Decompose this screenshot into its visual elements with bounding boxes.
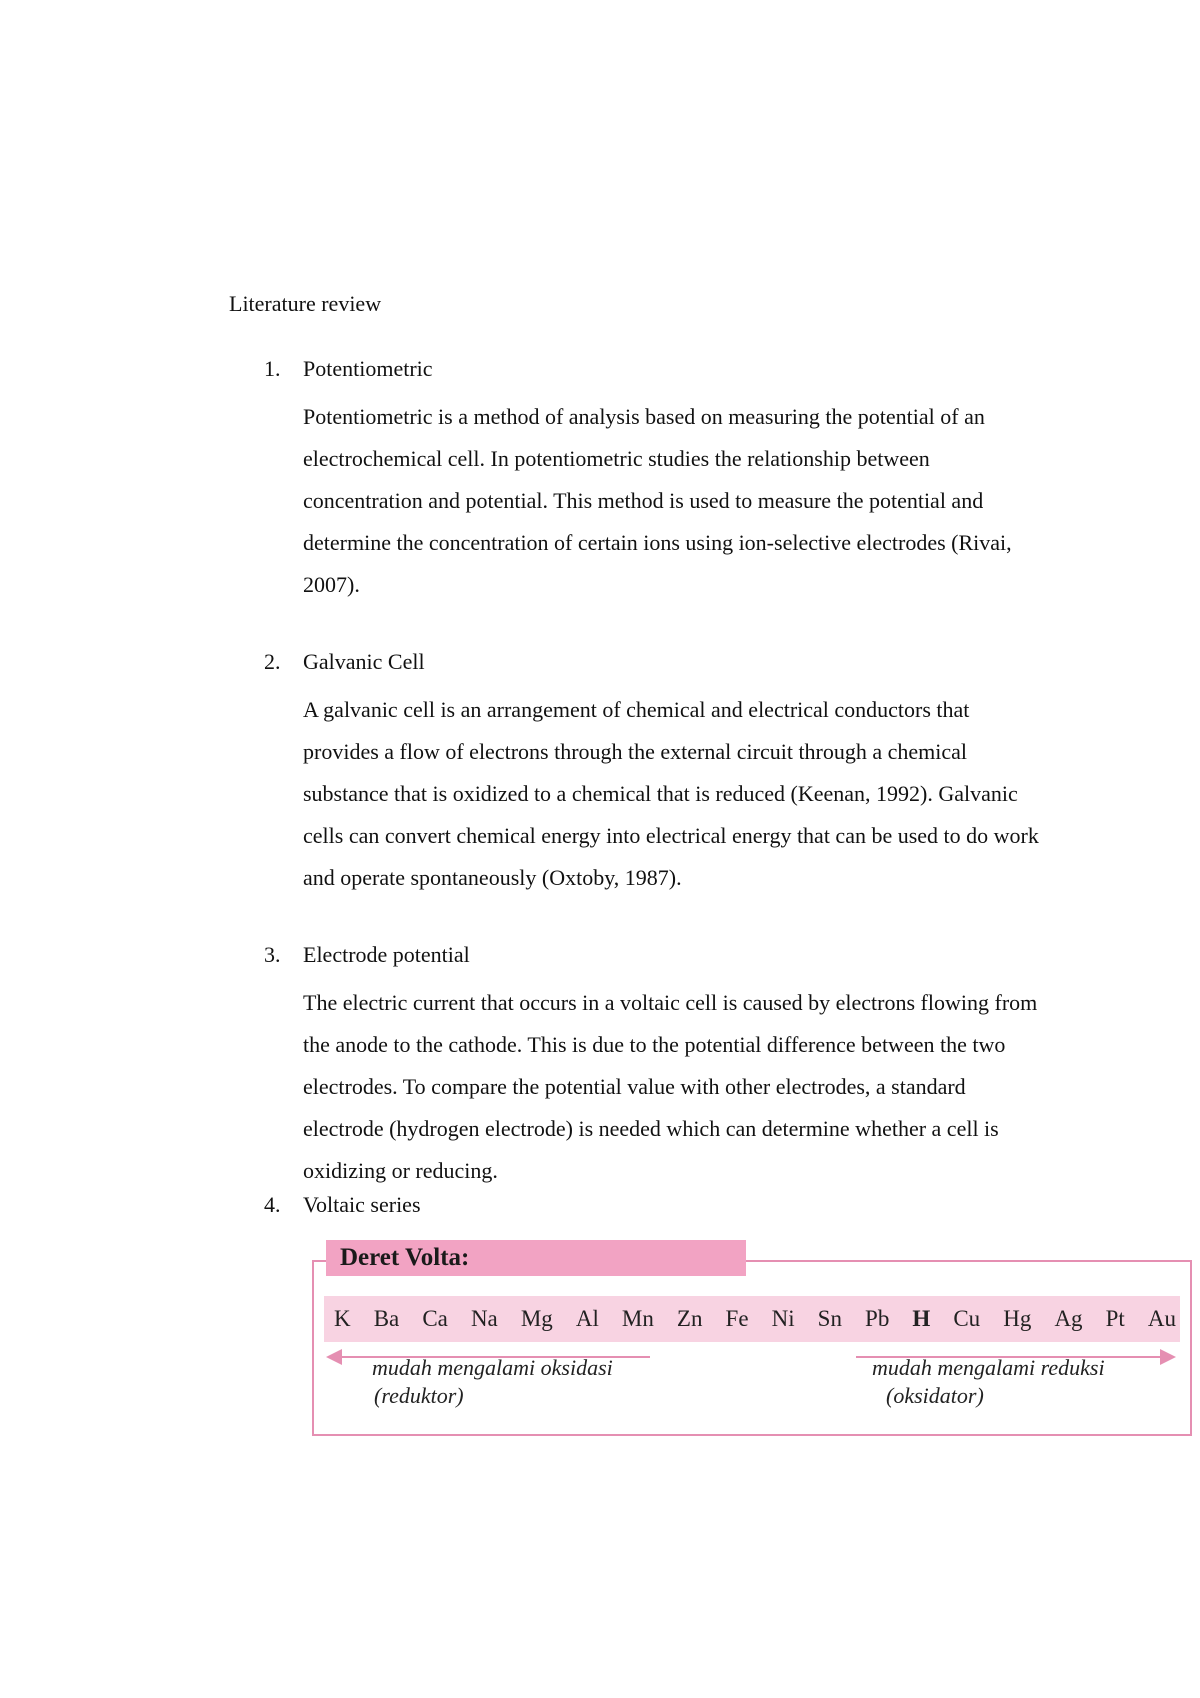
section-electrode-potential — [264, 940, 1044, 1192]
section-paragraph: A galvanic cell is an arrangement of chemical and electrical conductors that provides a flow of electrons through the external circuit through a chemical substance that is oxidized to a chemical that is reduced (Keenan, 1992). Galvanic cells can convert chemical energy into electrical energy that can be used to do work and operate spontaneously (Oxtoby, 1987). — [303, 697, 1039, 890]
section-number: 2. — [264, 649, 281, 674]
reduction-caption-line2: (oksidator) — [886, 1383, 984, 1408]
oxidation-caption — [372, 1354, 613, 1410]
element-symbol-al: Al — [575, 1306, 599, 1331]
section-title — [264, 647, 1044, 677]
section-title — [264, 1190, 1044, 1220]
element-symbol-mn: Mn — [621, 1306, 654, 1331]
oxidation-caption-line1: mudah mengalami oksidasi — [372, 1355, 613, 1380]
section-galvanic-cell — [264, 647, 1044, 899]
section-number: 1. — [264, 356, 281, 381]
voltaic-series-figure — [312, 1240, 1194, 1438]
section-title-text: Voltaic series — [303, 1192, 421, 1217]
element-symbol-na: Na — [470, 1306, 498, 1331]
element-symbol-ag: Ag — [1054, 1306, 1083, 1331]
element-symbol-hg: Hg — [1003, 1306, 1032, 1331]
element-symbol-ni: Ni — [771, 1306, 795, 1331]
element-symbol-ba: Ba — [373, 1306, 400, 1331]
right-arrow-icon — [1160, 1349, 1176, 1365]
element-symbol-sn: Sn — [817, 1306, 842, 1331]
page-title: Literature review — [229, 291, 382, 316]
section-potentiometric — [264, 354, 1044, 606]
element-symbol-fe: Fe — [725, 1306, 749, 1331]
element-symbol-zn: Zn — [676, 1306, 703, 1331]
section-title-text: Galvanic Cell — [303, 649, 425, 674]
element-symbol-h: H — [912, 1306, 931, 1331]
element-symbol-ca: Ca — [422, 1306, 448, 1331]
left-arrow-icon — [326, 1349, 342, 1365]
reduction-caption — [872, 1354, 1105, 1410]
element-series-row — [324, 1296, 1180, 1342]
element-symbol-k: K — [334, 1306, 351, 1331]
section-voltaic-series — [264, 1190, 1044, 1220]
section-number: 4. — [264, 1192, 281, 1217]
figure-title: Deret Volta: — [326, 1240, 746, 1276]
reduction-caption-line1: mudah mengalami reduksi — [872, 1355, 1105, 1380]
section-title — [264, 940, 1044, 970]
element-symbol-mg: Mg — [520, 1306, 553, 1331]
section-number: 3. — [264, 942, 281, 967]
section-paragraph: Potentiometric is a method of analysis based on measuring the potential of an electrochemical cell. In potentiometric studies the relationship between concentration and potential. This method is used to measure the potential and determine the concentration of certain ions using ion-selective electrodes (Rivai, 2007). — [303, 404, 1012, 597]
section-paragraph: The electric current that occurs in a voltaic cell is caused by electrons flowing from the anode to the cathode. This is due to the potential difference between the two electrodes. To compare the potential value with other electrodes, a standard electrode (hydrogen electrode) is needed which can determine whether a cell is oxidizing or reducing. — [303, 990, 1038, 1183]
element-symbol-pt: Pt — [1105, 1306, 1125, 1331]
section-title-text: Potentiometric — [303, 356, 433, 381]
section-title — [264, 354, 1044, 384]
element-symbol-pb: Pb — [865, 1306, 890, 1331]
oxidation-caption-line2: (reduktor) — [374, 1383, 464, 1408]
section-title-text: Electrode potential — [303, 942, 470, 967]
element-symbol-cu: Cu — [953, 1306, 981, 1331]
element-symbol-au: Au — [1147, 1306, 1176, 1331]
